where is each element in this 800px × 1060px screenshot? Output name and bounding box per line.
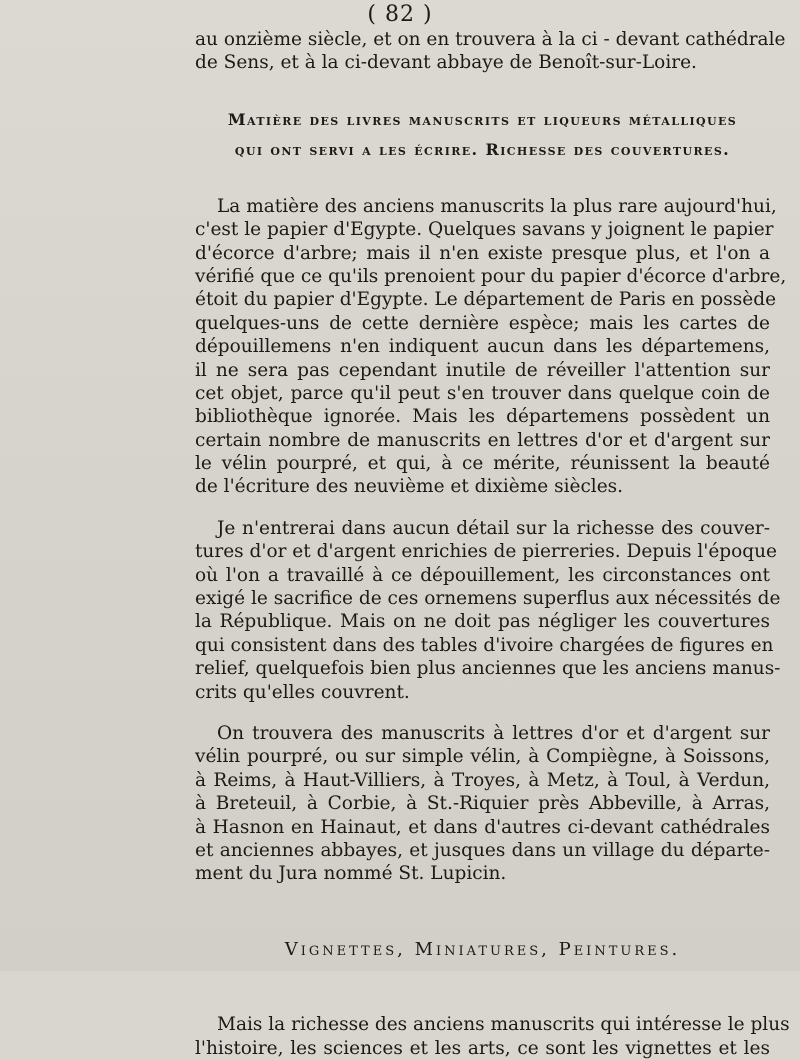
text-line: de l'écriture des neuvième et dixième siècles. [195,476,624,498]
text-line: ment du Jura nommé St. Lupicin. [195,863,507,885]
text-line: La matière des anciens manuscrits la plus rare aujourd'hui, [217,195,777,217]
text-line: qui consistent dans des tables d'ivoire chargées de figures en [195,634,774,656]
text-line: il ne sera pas cependant inutile de réveiller l'attention sur [195,359,770,381]
text-line: quelques-uns de cette dernière espèce; mais les cartes de [195,312,770,334]
text-line: à Hasnon en Hainaut, et dans d'autres ci-devant cathédrales [195,816,770,838]
text-line: relief, quelquefois bien plus anciennes que les anciens manus- [195,658,781,680]
text-line: vélin pourpré, ou sur simple vélin, à Compiègne, à Soissons, [195,746,770,768]
text-line: et anciennes abbayes, et jusques dans un village du départe- [195,839,770,861]
text-line: dépouillemens n'en indiquent aucun dans les départemens, [195,336,770,358]
text-line: de Sens, et à la ci-devant abbaye de Benoît-sur-Loire. [195,52,697,74]
text-line: à Reims, à Haut-Villiers, à Troyes, à Metz, à Toul, à Verdun, [195,769,770,791]
text-line: au onzième siècle, et on en trouvera à la ci - devant cathédrale [195,29,786,50]
page-number: ( 82 ) [367,2,433,27]
heading-line: qui ont servi a les écrire. Richesse des couvertures. [234,139,731,159]
text-line: tures d'or et d'argent enrichies de pierreries. Depuis l'époque [195,541,777,563]
paragraph-3 [195,722,770,886]
paragraph-1 [195,195,787,499]
top-fragment [195,28,786,75]
text-body [195,28,790,1060]
text-line: Je n'entrerai dans aucun détail sur la richesse des couver- [217,517,770,539]
text-line: l'histoire, les sciences et les arts, ce sont les vignettes et les [195,1037,770,1059]
text-line: vérifié que ce qu'ils prenoient pour du papier d'écorce d'arbre, [195,265,787,287]
text-line: le vélin pourpré, et qui, à ce mérite, réunissent la beauté [195,453,770,475]
paragraph-4 [195,1013,790,1060]
vignettes-heading: Vignettes, Miniatures, Peintures. [284,938,681,960]
text-line: Mais la richesse des anciens manuscrits qui intéresse le plus [217,1014,790,1036]
text-line: exigé le sacrifice de ces ornemens superflus aux nécessités de [195,588,781,610]
text-line: la République. Mais on ne doit pas négliger les couvertures [195,611,770,633]
text-line: d'écorce d'arbre; mais il n'en existe presque plus, et l'on a [195,242,770,264]
section-heading [195,105,770,165]
text-line: à Breteuil, à Corbie, à St.-Riquier près Abbeville, à Arras, [195,793,770,815]
text-line: étoit du papier d'Egypte. Le département de Paris en possède [195,289,777,311]
text-line: où l'on a travaillé à ce dépouillement, les circonstances ont [195,564,770,586]
text-line: crits qu'elles couvrent. [195,681,410,703]
text-line: c'est le papier d'Egypte. Quelques savans y joignent le papier [195,219,774,241]
text-line: On trouvera des manuscrits à lettres d'or et d'argent sur [217,722,770,744]
text-line: bibliothèque ignorée. Mais les départemens possèdent un [195,406,770,428]
heading-line: Matière des livres manuscrits et liqueurs métalliques [227,109,738,129]
text-line: certain nombre de manuscrits en lettres d'or et d'argent sur [195,429,770,451]
text-line: cet objet, parce qu'il peut s'en trouver dans quelque coin de [195,382,770,404]
paragraph-2 [195,517,781,704]
